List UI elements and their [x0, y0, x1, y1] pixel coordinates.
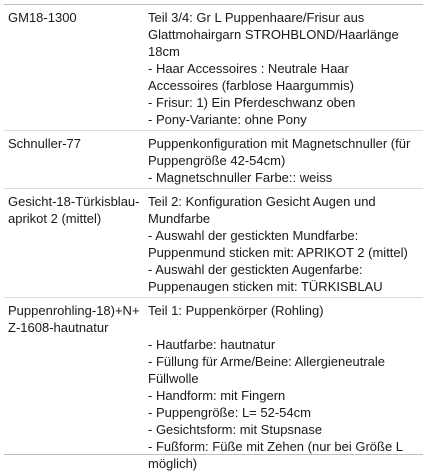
- item-description: [144, 298, 423, 474]
- table-row: [4, 189, 423, 298]
- table-row: [4, 5, 423, 131]
- table-row: [4, 131, 423, 189]
- order-items-body: [4, 5, 423, 474]
- description-line: Teil 3/4: Gr L Puppenhaare/Frisur aus Glattmohairgarn STROHBLOND/Haarlänge 18cm: [148, 9, 419, 60]
- description-line: Teil 2: Konfiguration Gesicht Augen und Mundfarbe: [148, 193, 419, 227]
- description-line: - Pony-Variante: ohne Pony: [148, 111, 419, 128]
- item-sku: Puppenrohling-18)+N+Z-1608-hautnatur: [4, 298, 144, 474]
- item-description: [144, 189, 423, 298]
- description-line: - Haar Accessoires : Neutrale Haar Accessoires (farblose Haargummis): [148, 60, 419, 94]
- item-description: [144, 131, 423, 189]
- item-sku: Gesicht-18-Türkisblau-aprikot 2 (mittel): [4, 189, 144, 298]
- description-line: - Puppengröße: L= 52-54cm: [148, 404, 419, 421]
- description-line: - Hautfarbe: hautnatur: [148, 336, 419, 353]
- order-items-table: [4, 5, 423, 474]
- description-line: Teil 1: Puppenkörper (Rohling): [148, 302, 419, 319]
- description-line: - Gesichtsform: mit Stupsnase: [148, 421, 419, 438]
- description-line: - Auswahl der gestickten Mundfarbe: Puppenmund sticken mit: APRIKOT 2 (mittel): [148, 227, 419, 261]
- description-line: - Füllung für Arme/Beine: Allergieneutrale Füllwolle: [148, 353, 419, 387]
- order-items-table-frame: [4, 4, 423, 455]
- description-line: Puppenkonfiguration mit Magnetschnuller (für Puppengröße 42-54cm): [148, 135, 419, 169]
- description-line: - Handform: mit Fingern: [148, 387, 419, 404]
- item-sku: Schnuller-77: [4, 131, 144, 189]
- description-line: - Fußform: Füße mit Zehen (nur bei Größe L möglich): [148, 438, 419, 472]
- description-line: - Auswahl der gestickten Augenfarbe: Puppenaugen sticken mit: TÜRKISBLAU: [148, 261, 419, 295]
- item-description: [144, 5, 423, 131]
- description-blank-line: [148, 319, 419, 336]
- description-line: - Frisur: 1) Ein Pferdeschwanz oben: [148, 94, 419, 111]
- table-row: [4, 298, 423, 474]
- description-line: - Magnetschnuller Farbe:: weiss: [148, 169, 419, 186]
- item-sku: GM18-1300: [4, 5, 144, 131]
